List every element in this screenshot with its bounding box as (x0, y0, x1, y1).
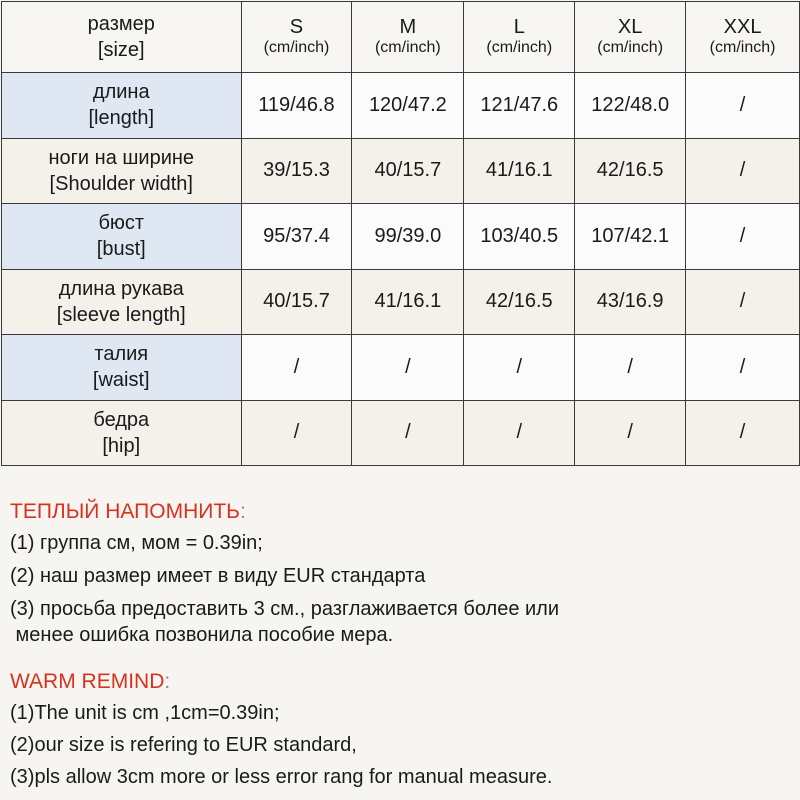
note-line: (1) группа см, мом = 0.39in; (10, 532, 263, 554)
table-cell: 120/47.2 (352, 73, 464, 139)
table-cell: 99/39.0 (352, 204, 464, 270)
row-label-ru: бедра (93, 408, 150, 431)
size-unit: (cm/inch) (709, 39, 776, 56)
size-name: S (289, 16, 304, 38)
table-cell: 41/16.1 (464, 138, 575, 204)
size-header-l (464, 2, 575, 73)
table-cell: / (686, 73, 800, 139)
size-name: XXL (723, 16, 762, 38)
table-cell: 43/16.9 (575, 269, 686, 335)
row-label-en: [sleeve length] (56, 303, 186, 326)
row-label-en: [bust] (96, 238, 146, 261)
row-label-en: [Shoulder width] (49, 172, 193, 195)
table-row-shoulder-width (2, 138, 800, 204)
notes-title-colon: : (164, 670, 171, 693)
table-cell: 103/40.5 (464, 204, 575, 270)
table-cell: 119/46.8 (241, 73, 352, 139)
size-header-s (241, 2, 352, 73)
notes-title-text: ТЕПЛЫЙ НАПОМНИТЬ (10, 500, 240, 523)
table-cell: 42/16.5 (464, 269, 575, 335)
table-row-hip (2, 400, 800, 466)
size-header-m (352, 2, 464, 73)
size-unit: (cm/inch) (263, 39, 330, 56)
size-name: XL (617, 16, 643, 38)
table-cell: / (464, 400, 575, 466)
size-unit: (cm/inch) (374, 39, 441, 56)
size-header-xxl (686, 2, 800, 73)
note-line: (2)our size is refering to EUR standard, (10, 734, 357, 756)
table-cell: 122/48.0 (575, 73, 686, 139)
row-label-ru: длина рукава (58, 277, 184, 300)
row-label (2, 138, 242, 204)
table-header-row (2, 2, 800, 73)
notes-title-en (10, 668, 790, 696)
row-label (2, 400, 242, 466)
table-cell: / (352, 400, 464, 466)
table-cell: 95/37.4 (241, 204, 352, 270)
row-label-ru: бюст (98, 212, 145, 235)
size-header-xl (575, 2, 686, 73)
table-cell: 39/15.3 (241, 138, 352, 204)
table-cell: 42/16.5 (575, 138, 686, 204)
table-cell: / (241, 400, 352, 466)
note-line: (1)The unit is cm ,1cm=0.39in; (10, 702, 280, 724)
size-label-cell (2, 2, 242, 73)
note-line: (2) наш размер имеет в виду EUR стандарта (10, 565, 426, 587)
size-unit: (cm/inch) (486, 39, 553, 56)
table-row-sleeve-length (2, 269, 800, 335)
size-chart-table (1, 1, 800, 466)
row-label-ru: длина (92, 81, 150, 104)
table-cell: / (575, 335, 686, 401)
notes-title-text: WARM REMIND (10, 670, 165, 693)
table-cell: / (686, 138, 800, 204)
row-label (2, 73, 242, 139)
table-cell: / (686, 400, 800, 466)
table-cell: 40/15.7 (352, 138, 464, 204)
size-name: M (399, 16, 417, 38)
row-label-en: [waist] (92, 369, 150, 392)
warm-remind-ru (10, 498, 790, 648)
row-label-en: [length] (88, 107, 155, 130)
notes-title-ru (10, 498, 790, 526)
row-label (2, 204, 242, 270)
table-cell: / (575, 400, 686, 466)
notes-title-colon: : (239, 500, 246, 523)
warm-remind-en (10, 668, 790, 790)
row-label-ru: ноги на ширине (48, 146, 195, 169)
table-cell: / (241, 335, 352, 401)
note-line: менее ошибка позвонила пособие мера. (10, 624, 394, 646)
table-cell: 107/42.1 (575, 204, 686, 270)
table-cell: 121/47.6 (464, 73, 575, 139)
row-label (2, 269, 242, 335)
table-row-bust (2, 204, 800, 270)
note-line: (3)pls allow 3cm more or less error rang for manual measure. (10, 766, 553, 788)
table-cell: / (686, 335, 800, 401)
size-unit: (cm/inch) (597, 39, 664, 56)
table-cell: / (352, 335, 464, 401)
row-label-en: [hip] (102, 434, 141, 457)
row-label (2, 335, 242, 401)
table-row-length (2, 73, 800, 139)
size-label-ru: размер (87, 13, 155, 35)
note-line: (3) просьба предоставить 3 см., разглаживается более или (10, 598, 560, 620)
row-label-ru: талия (94, 343, 149, 366)
table-cell: / (464, 335, 575, 401)
size-label-en: [size] (97, 39, 145, 61)
size-name: L (513, 16, 525, 38)
table-row-waist (2, 335, 800, 401)
table-cell: 40/15.7 (241, 269, 352, 335)
table-cell: / (686, 269, 800, 335)
table-cell: / (686, 204, 800, 270)
table-cell: 41/16.1 (352, 269, 464, 335)
